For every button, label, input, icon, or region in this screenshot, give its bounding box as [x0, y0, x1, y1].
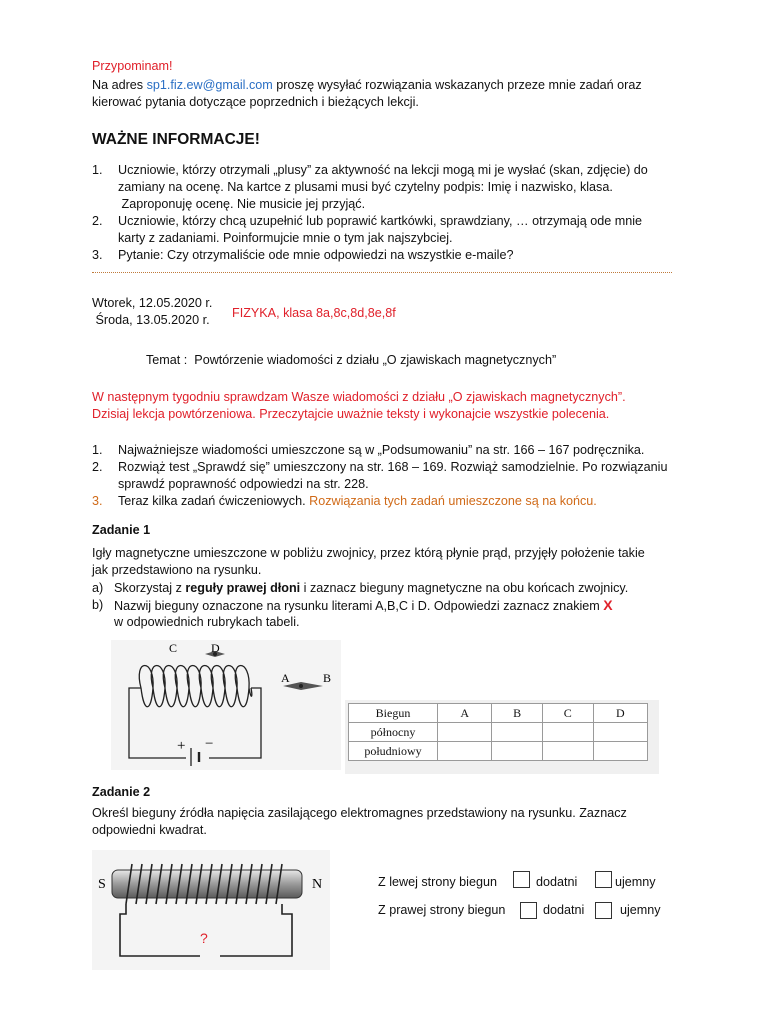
notice-line-1: W następnym tygodniu sprawdzam Wasze wiadomości z działu „O zjawiskach magnetycznych”. [92, 390, 626, 404]
date-tuesday: Wtorek, 12.05.2020 r. [92, 296, 213, 310]
pole-table [348, 703, 648, 761]
email-link[interactable]: sp1.fiz.ew@gmail.com [146, 78, 273, 92]
label-a: A [281, 671, 290, 685]
pole-s: S [98, 877, 106, 892]
solenoid-figure [111, 640, 341, 770]
right-positive-label: dodatni [543, 903, 585, 917]
answer-cell[interactable] [542, 723, 593, 742]
steps-list: 1. Najważniejsze wiadomości umieszczone są w „Podsumowaniu” na str. 166 – 167 podręcznika. 2. Rozwiąż test „Sprawdź się” umieszczony na str. 168 – 169. Rozwiąż samodzielnie. Po rozwiązaniu sprawdź poprawność odpowiedzi na str. 228. 3. Teraz kilka zadań ćwiczeniowych. Rozwiązania tych zadań umieszczone są na końcu. [92, 443, 668, 508]
unknown-source: ? [200, 930, 208, 946]
important-item: 3. Pytanie: Czy otrzymaliście ode mnie odpowiedzi na wszystkie e-maile? [92, 248, 514, 262]
minus-sign: − [205, 736, 214, 752]
important-list [92, 162, 692, 264]
task-1-intro-2: jak przedstawiono na rysunku. [92, 563, 262, 577]
right-negative-label: ujemny [620, 903, 661, 917]
important-heading: WAŻNE INFORMACJE! [92, 131, 260, 148]
important-item: 1. Uczniowie, którzy otrzymali „plusy” za aktywność na lekcji mogą mi je wysłać (skan, zdjęcie) do zamiany na ocenę. Na kartce z plusami musi być czytelny podpis: Imię i nazwisko, klasa. Zaproponuję ocenę. Nie musicie jej przyjąć. [92, 163, 648, 211]
divider [92, 272, 672, 273]
reminder-title: Przypominam! [92, 59, 173, 73]
answer-cell[interactable] [593, 723, 647, 742]
label-d: D [211, 641, 220, 655]
date-wednesday: Środa, 13.05.2020 r. [92, 313, 210, 327]
label-c: C [169, 641, 178, 655]
answer-cell[interactable] [492, 742, 543, 761]
task-1-title: Zadanie 1 [92, 523, 151, 537]
task-1-a: a) Skorzystaj z reguły prawej dłoni i zaznacz bieguny magnetyczne na obu końcach zwojnicy. [92, 581, 629, 595]
electromagnet-drawing [92, 850, 330, 970]
left-negative-label: ujemny [615, 875, 656, 889]
task-1-b: b) Nazwij bieguny oznaczone na rysunku literami A,B,C i D. Odpowiedzi zaznacz znakiem X [92, 597, 613, 613]
right-negative-checkbox[interactable] [595, 902, 612, 919]
left-side-label: Z lewej strony biegun [378, 875, 498, 889]
answer-cell[interactable] [438, 723, 492, 742]
answer-cell[interactable] [593, 742, 647, 761]
class-label: FIZYKA, klasa 8a,8c,8d,8e,8f [232, 306, 396, 320]
task-1-b-line-2: w odpowiednich rubrykach tabeli. [114, 615, 300, 629]
solenoid-drawing [111, 640, 341, 770]
right-positive-checkbox[interactable] [520, 902, 537, 919]
answer-cell[interactable] [438, 742, 492, 761]
notice-line-2: Dzisiaj lekcja powtórzeniowa. Przeczytajcie uważnie teksty i wykonajcie wszystkie polecenia. [92, 407, 610, 421]
task-1-intro-1: Igły magnetyczne umieszczone w pobliżu zwojnicy, przez którą płynie prąd, przyjęły położenie takie [92, 546, 645, 560]
task-2-title: Zadanie 2 [92, 785, 151, 799]
reminder-line-2: kierować pytania dotyczące poprzednich i bieżących lekcji. [92, 95, 419, 109]
right-side-label: Z prawej strony biegun [378, 903, 506, 917]
pole-n: N [312, 877, 323, 892]
task-2-intro-1: Określ bieguny źródła napięcia zasilającego elektromagnes przedstawiony na rysunku. Zaznacz [92, 806, 627, 820]
pole-table-wrap [345, 700, 659, 774]
label-b: B [323, 671, 332, 685]
left-positive-label: dodatni [536, 875, 578, 889]
reminder-line-1: Na adres sp1.fiz.ew@gmail.com proszę wysyłać rozwiązania wskazanych przeze mnie zadań oraz [92, 78, 642, 92]
plus-sign: + [177, 738, 186, 754]
table-header-row: Biegun A B C D [349, 704, 648, 723]
task-2-intro-2: odpowiedni kwadrat. [92, 823, 207, 837]
answer-cell[interactable] [542, 742, 593, 761]
left-negative-checkbox[interactable] [595, 871, 612, 888]
lesson-topic: Temat : Powtórzenie wiadomości z działu „O zjawiskach magnetycznych” [146, 353, 557, 367]
important-item: 2. Uczniowie, którzy chcą uzupełnić lub poprawić kartkówki, sprawdziany, … otrzymają ode mnie karty z zadaniami. Poinformujcie mnie o tym jak najszybciej. [92, 214, 643, 245]
table-row: północny [349, 723, 648, 742]
table-row: południowy [349, 742, 648, 761]
answer-cell[interactable] [492, 723, 543, 742]
electromagnet-figure [92, 850, 330, 970]
left-positive-checkbox[interactable] [513, 871, 530, 888]
